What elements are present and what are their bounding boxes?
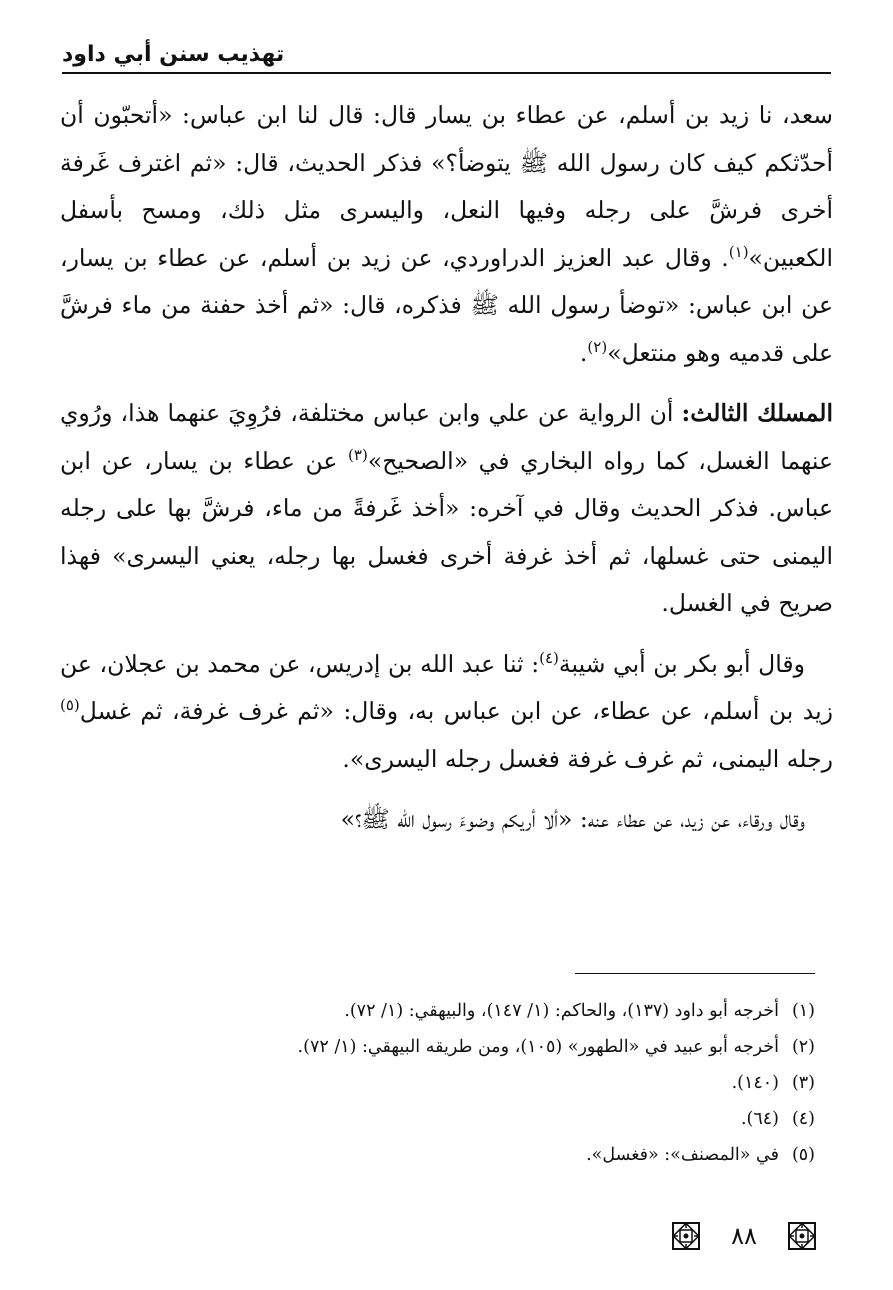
paragraph-2-text-a: أن الرواية عن علي وابن عباس مختلفة، فرُوِيَ عنهما هذا، ورُوي عنهما الغسل، كما رواه البخاري في «الصحيح» (60, 399, 833, 475)
geometric-ornament-icon (672, 1222, 700, 1250)
main-text (60, 92, 833, 844)
footnote-ref-2: (٢) (587, 337, 608, 356)
footnote-3 (60, 1065, 815, 1101)
paragraph-1-text-b: . وقال عبد العزيز الدراوردي، عن زيد بن أسلم، عن عطاء بن يسار، عن ابن عباس: «توضأ رسول الله ﷺ فذكره، قال: «ثم أخذ حفنة من ماء فرشَّ على قدميه وهو منتعل» (60, 243, 833, 367)
paragraph-2-text-b: عن عطاء بن يسار، عن ابن عباس. فذكر الحديث وقال في آخره: «أخذ غَرفةً من ماء، فرشَّ بها على رجله اليمنى حتى غسلها، ثم أخذ غرفة أخرى فغسل بها رجله، يعني اليسرى» فهذا صريح في الغسل. (60, 446, 833, 617)
paragraph-4-text: وقال ورقاء، عن زيد، عن عطاء عنه: «ألا أريكم وضوءَ رسول الله ﷺ؟» (340, 805, 805, 833)
footnote-text: أخرجه أبو داود (١٣٧)، والحاكم: (١/ ١٤٧)، والبيهقي: (١/ ٧٢). (344, 1001, 779, 1021)
footnote-separator (575, 973, 815, 974)
footnote-ref-1: (١) (728, 242, 749, 261)
paragraph-4 (60, 796, 833, 844)
footnote-4 (60, 1101, 815, 1137)
footnotes (60, 993, 815, 1173)
footnote-ref-3: (٣) (348, 445, 368, 464)
paragraph-3 (60, 641, 833, 784)
geometric-ornament-icon (788, 1222, 816, 1250)
footnote-number: (٣) (791, 1073, 815, 1093)
page-folio (672, 1220, 816, 1252)
running-header-title: تهذيب سنن أبي داود (62, 42, 285, 67)
paragraph-3-text-a: وقال أبو بكر بن أبي شيبة (558, 649, 805, 678)
footnote-5 (60, 1137, 815, 1173)
footnote-text: (١٤٠). (731, 1073, 779, 1093)
paragraph-2-lead: المسلك الثالث: (681, 399, 833, 427)
page-number: ٨٨ (731, 1222, 757, 1250)
footnote-text: (٦٤). (740, 1109, 779, 1129)
footnote-ref-5: (٥) (60, 696, 80, 714)
footnote-number: (٢) (791, 1037, 815, 1057)
paragraph-2 (60, 390, 833, 628)
footnote-number: (١) (791, 1001, 815, 1021)
paragraph-1 (60, 92, 833, 377)
paragraph-3-text-c: رجله اليمنى، ثم غرف غرفة فغسل رجله اليسرى». (342, 744, 833, 773)
footnote-2 (60, 1029, 815, 1065)
running-header (62, 40, 831, 74)
footnote-1 (60, 993, 815, 1029)
footnote-ref-4: (٤) (539, 648, 559, 667)
footnote-number: (٥) (791, 1145, 815, 1165)
footnote-text: في «المصنف»: «فغسل». (586, 1145, 779, 1165)
paragraph-1-text-c: . (579, 338, 588, 367)
footnote-text: أخرجه أبو عبيد في «الطهور» (١٠٥)، ومن طريقه البيهقي: (١/ ٧٢). (297, 1037, 779, 1057)
footnote-number: (٤) (791, 1109, 815, 1129)
paragraph-1-text-a: سعد، نا زيد بن أسلم، عن عطاء بن يسار قال: قال لنا ابن عباس: «أتحبّون أن أحدّثكم كيف كان رسول الله ﷺ يتوضأ؟» فذكر الحديث، قال: «ثم اغترف غَرفة أخرى فرشَّ على رجله وفيها النعل، واليسرى مثل ذلك، ومسح بأسفل الكعبين» (60, 101, 833, 272)
paragraph-3-text-b: : ثنا عبد الله بن إدريس، عن محمد بن عجلان، عن زيد بن أسلم، عن عطاء، عن ابن عباس به، وقال: «ثم غرف غرفة، ثم غسل (60, 649, 833, 725)
header-rule (62, 72, 831, 74)
